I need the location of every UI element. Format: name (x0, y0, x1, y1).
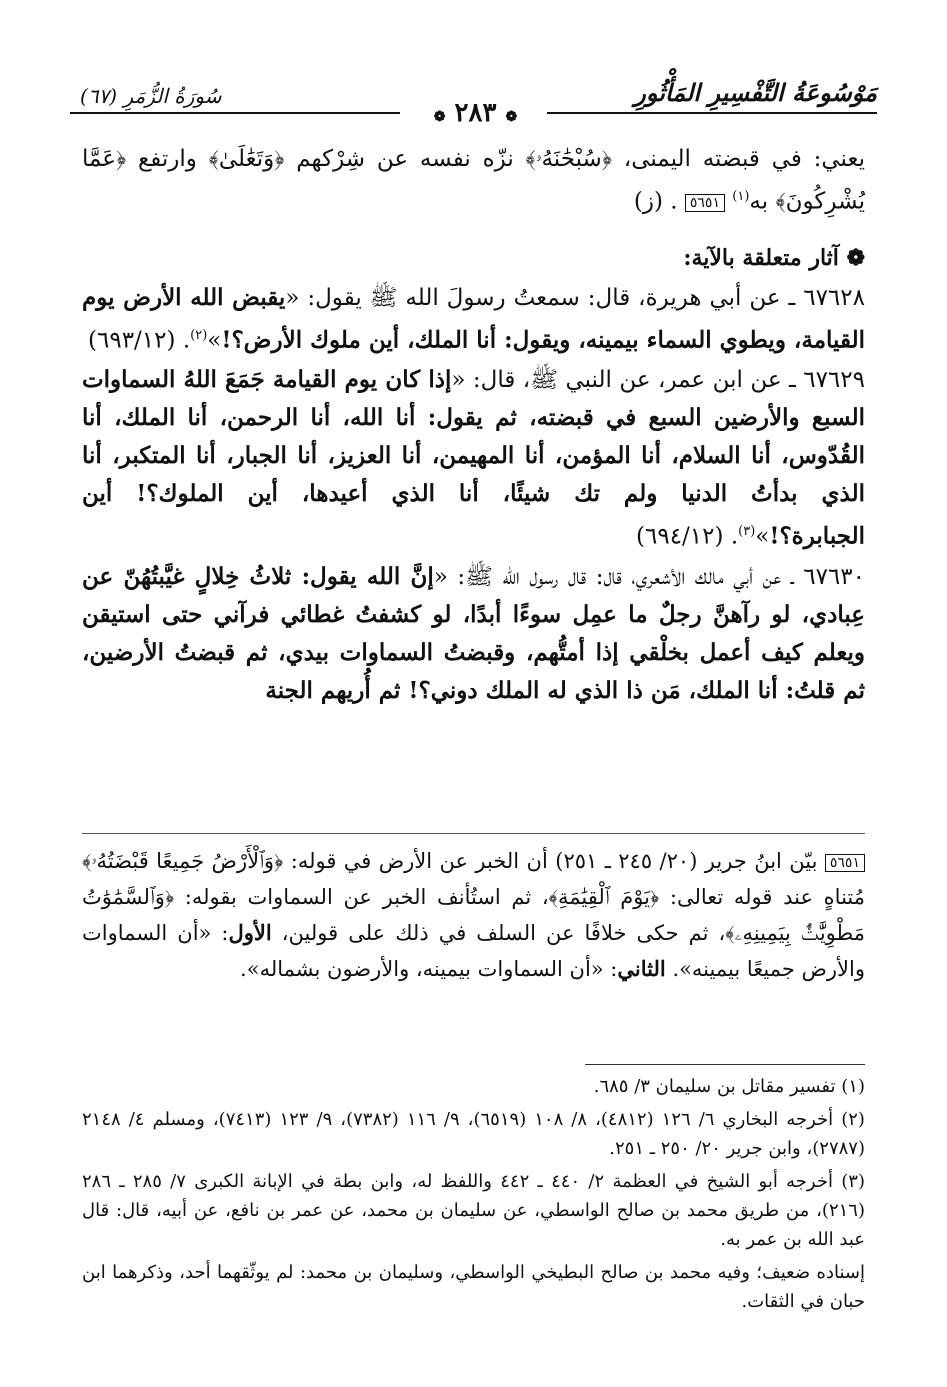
main-text (82, 140, 865, 712)
ornament-icon: ❁ (433, 109, 446, 125)
hadith-67628 (82, 279, 865, 360)
commentary-p3: : «أن السماوات بيمينه، والأرضون بشماله». (240, 957, 618, 981)
section-title-text: آثار متعلقة بالآية: (683, 244, 839, 271)
hadith-close: » (207, 327, 222, 354)
page-header (70, 60, 877, 130)
hadith-67629 (82, 361, 865, 556)
hadith-intro: ٦٧٦٢٩ ـ عن ابن عمر، عن النبي ﷺ، قال: « (451, 367, 865, 394)
ornament-icon: ❁ (505, 109, 518, 125)
section-title (82, 239, 865, 277)
hadith-intro: ٦٧٦٢٨ ـ عن أبي هريرة، قال: سمعتُ رسولَ الله ﷺ يقول: « (285, 284, 865, 311)
footnote-3: (٣) أخرجه أبو الشيخ في العظمة ٢/ ٤٤٠ ـ ٤٤٢ واللفظ له، وابن بطة في الإبانة الكبرى ٧/ ٢٨٥ ـ ٢٨٦ (٢١٦)، من طريق محمد بن صالح الواسطي، عن سليمان بن محمد، عن عمر بن نافع، عن أبيه، قال: قال عبد الله بن عمر به. (82, 1171, 865, 1250)
commentary-p1: بيّن ابنُ جرير (٢٠/ ٢٤٥ ـ ٢٥١) أن الخبر عن الأرض في قوله: ﴿وَٱلْأَرْضُ جَمِيعًا قَبْضَتُهُۥ﴾ مُتناهٍ عند قوله تعالى: ﴿يَوْمَ ٱلْقِيَٰمَةِ﴾، ثم استُأنف الخبر عن السماوات بقوله: ﴿وَٱلسَّمَٰوَٰتُ مَطْوِيَّٰتٌۢ بِيَمِينِهِۦ﴾، ثم حكى خلافًا عن السلف في ذلك على قولين، (82, 849, 865, 945)
page-number-text: ٢٨٣ (454, 98, 497, 128)
footnotes (82, 1072, 865, 1320)
hadith-text: يقبض الله الأرض يوم القيامة، ويطوي السماء بيمينه، ويقول: أنا الملك، أين ملوك الأرض؟! (82, 283, 865, 354)
hadith-text: إنَّ الله يقول: ثلاثُ خِلالٍ غيَّبتُهُنّ عن عِبادي، لو رآهنَّ رجلٌ ما عمِل سوءًا أبدًا، لو كشفتُ غطائي فرآني حتى استيقن ويعلم كيف أعمل بخلْقي إذا أمتُّهم، وقبضتُ السماوات بيدي، ثم قبضتُ الأرضين، ثم قلتُ: أنا الملك، مَن ذا الذي له الملك دوني؟! ثم أُريهم الجنة (82, 562, 865, 704)
footnotes-divider (585, 1064, 865, 1065)
hadith-text: إذا كان يوم القيامة جَمَعَ اللهُ السماوات السبع والأرضين السبع في قبضته، ثم يقول: أنا الله، أنا الرحمن، أنا الملك، أنا القُدّوس، أنا السلام، أنا المؤمن، أنا المهيمن، أنا العزيز، أنا الجبار، أنا المتكبر، أنا الذي بدأتُ الدنيا ولم تك شيئًا، أنا الذي أعيدها، أين الملوك؟! أين الجبابرة؟! (82, 366, 866, 550)
hadith-67630 (82, 558, 865, 710)
footnote-1: (١) تفسير مقاتل بن سليمان ٣/ ٦٨٥. (593, 1076, 865, 1097)
commentary-p2: : «أن السماوات والأرض جميعًا بيمينه». (82, 921, 865, 981)
footnote-mark[interactable]: (٢) (190, 327, 208, 343)
hadith-ref: . (٦٩٣/١٢) (88, 327, 191, 354)
header-rule-right (547, 112, 877, 114)
commentary-ref-box[interactable]: ٥٦٥١ (685, 194, 725, 212)
footnote-mark[interactable]: (١) (732, 189, 750, 204)
header-rule-left (70, 112, 400, 114)
commentary-divider (82, 833, 865, 834)
page-number (406, 98, 545, 128)
surah-label: سُورَةُ الزُّمَرِ (٦٧) (80, 84, 222, 108)
commentary-box: ٥٦٥١ (825, 854, 865, 872)
intro-paragraph (82, 140, 865, 221)
book-title: مَوْسُوعَةُ التَّفْسِيرِ المَأْثُورِ (634, 78, 877, 107)
hadith-ref: . (٦٩٤/١٢) (636, 523, 739, 550)
commentary-first-label: الأول (228, 920, 272, 945)
intro-text: يعني: في قبضته اليمنى، ﴿سُبْحَٰنَهُۥ﴾ نزّه نفسه عن شِرْكهم ﴿وَتَعَٰلَىٰ﴾ وارتفع ﴿عَمَّا يُشْرِكُونَ﴾ به (82, 146, 865, 215)
hadith-intro: ٦٧٦٣٠ ـ عن أبي مالك الأشعري، قال: قال رسول الله ﷺ: « (433, 563, 865, 590)
intro-tail: . (ز) (633, 188, 678, 215)
commentary-second-label: الثاني (617, 956, 666, 981)
footnote-3-grading: إسناده ضعيف؛ وفيه محمد بن صالح البطيخي الواسطي، وسليمان بن محمد: لم يوثّقهما أحد، وذكرهما ابن حبان في الثقات. (82, 1262, 865, 1312)
commentary-note (82, 843, 865, 987)
flower-icon: ❁ (846, 244, 865, 271)
footnote-mark[interactable]: (٣) (738, 524, 756, 540)
footnote-2: (٢) أخرجه البخاري ٦/ ١٢٦ (٤٨١٢)، ٨/ ١٠٨ (٦٥١٩)، ٩/ ١١٦ (٧٣٨٢)، ٩/ ١٢٣ (٧٤١٣)، ومسلم ٤/ ٢١٤٨ (٢٧٨٧)، وابن جرير ٢٠/ ٢٥٠ ـ ٢٥١. (82, 1109, 865, 1159)
hadith-close: » (755, 523, 770, 550)
